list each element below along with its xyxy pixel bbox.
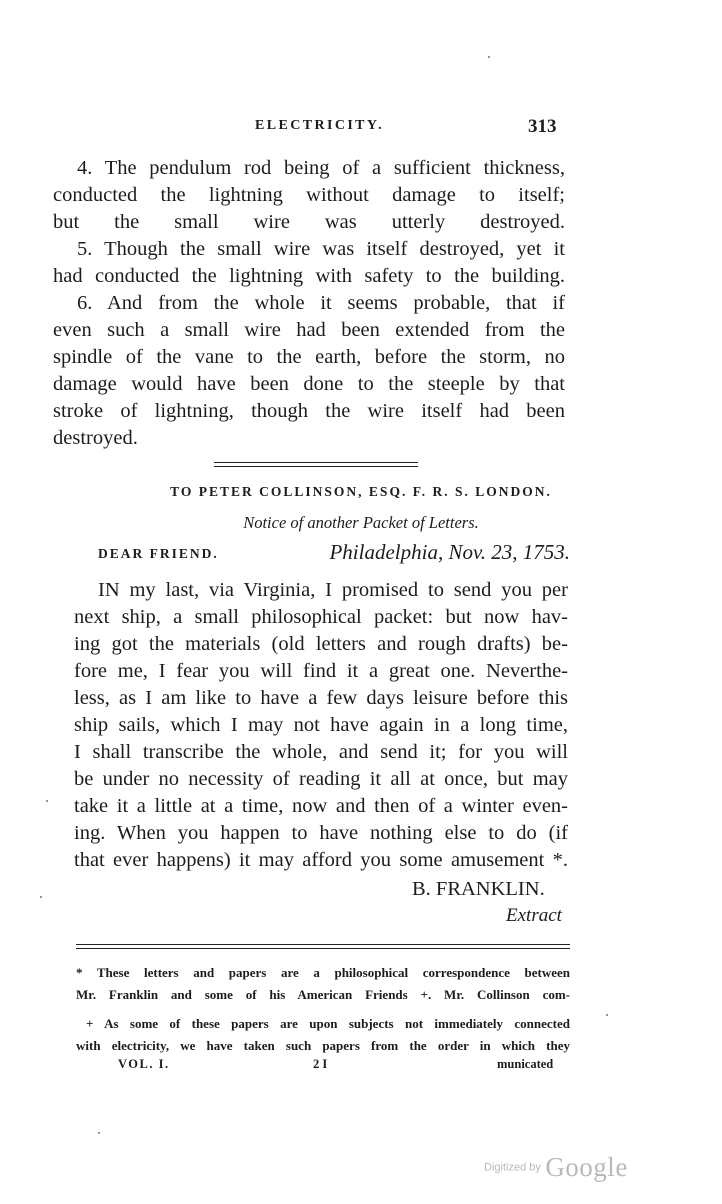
running-head-title: ELECTRICITY. bbox=[255, 118, 385, 133]
para4-line: but the small wire was utterly destroyed. bbox=[53, 211, 565, 233]
letter-line: IN my last, via Virginia, I promised to send you per bbox=[98, 579, 568, 601]
letter-line: less, as I am like to have a few days leisure before this bbox=[74, 687, 568, 709]
para6-line: damage would have been done to the steeple by that bbox=[53, 373, 565, 395]
paper-speck bbox=[40, 896, 42, 898]
volume-label: VOL. I. bbox=[118, 1057, 170, 1071]
running-head bbox=[0, 118, 722, 140]
letter-line: ship sails, which I may not have again in a long time, bbox=[74, 714, 568, 736]
experiment-conclusions bbox=[53, 155, 565, 452]
para6-line: even such a small wire had been extended from the bbox=[53, 319, 565, 341]
para6-line: stroke of lightning, though the wire itself had been bbox=[53, 400, 565, 422]
letter-line: ing got the materials (old letters and rough drafts) be- bbox=[74, 633, 568, 655]
para4-line: 4. The pendulum rod being of a sufficient thickness, bbox=[77, 157, 565, 179]
para4-line: conducted the lightning without damage to itself; bbox=[53, 184, 565, 206]
paper-speck bbox=[46, 800, 48, 802]
footnote-1 bbox=[76, 962, 570, 1006]
footnote-line: with electricity, we have taken such papers from the order in which they bbox=[76, 1038, 570, 1053]
watermark-prefix: Digitized by bbox=[484, 1161, 541, 1174]
paper-speck bbox=[98, 1132, 100, 1134]
letter-line: ing. When you happen to have nothing else to do (if bbox=[74, 822, 568, 844]
para5-line: 5. Though the small wire was itself destroyed, yet it bbox=[77, 238, 565, 260]
paper-speck bbox=[488, 56, 490, 58]
letter-line: take it a little at a time, now and then of a winter even- bbox=[74, 795, 568, 817]
watermark-brand: Google bbox=[545, 1152, 628, 1182]
letter-line: fore me, I fear you will find it a great one. Neverthe- bbox=[74, 660, 568, 682]
footnote-2 bbox=[76, 1013, 570, 1057]
para6-line: spindle of the vane to the earth, before the storm, no bbox=[53, 346, 565, 368]
para6-line: destroyed. bbox=[53, 427, 138, 449]
letter-line: next ship, a small philosophical packet: but now hav- bbox=[74, 606, 568, 628]
section-divider-rule bbox=[214, 462, 418, 463]
letter-signature: B. FRANKLIN. bbox=[412, 878, 545, 900]
para6-line: 6. And from the whole it seems probable, that if bbox=[77, 292, 565, 314]
digitized-watermark bbox=[484, 1152, 628, 1183]
footnote-rule bbox=[76, 944, 570, 945]
footnote-line: * These letters and papers are a philosophical correspondence between bbox=[76, 965, 570, 980]
letter-addressee: TO PETER COLLINSON, ESQ. F. R. S. LONDON. bbox=[170, 484, 552, 499]
letter-line: I shall transcribe the whole, and send it; for you will bbox=[74, 741, 568, 763]
page-number: 313 bbox=[528, 116, 557, 137]
letter-line: that ever happens) it may afford you some amusement *. bbox=[74, 849, 568, 871]
para5-line: had conducted the lightning with safety to the building. bbox=[53, 265, 565, 287]
signature-mark: 2 I bbox=[313, 1057, 328, 1071]
signature-line bbox=[0, 1057, 722, 1077]
footnote-line: Mr. Franklin and some of his American Friends +. Mr. Collinson com- bbox=[76, 987, 570, 1002]
footnote-catchword: municated bbox=[497, 1057, 554, 1071]
footnote-line: + As some of these papers are upon subjects not immediately connected bbox=[86, 1016, 570, 1031]
catchword: Extract bbox=[506, 905, 562, 926]
letter-subtitle: Notice of another Packet of Letters. bbox=[243, 513, 479, 532]
salutation-row bbox=[80, 540, 570, 568]
letter-body bbox=[74, 577, 568, 874]
letter-line: be under no necessity of reading it all at once, but may bbox=[74, 768, 568, 790]
salutation: DEAR FRIEND. bbox=[98, 546, 219, 561]
place-and-date: Philadelphia, Nov. 23, 1753. bbox=[329, 540, 570, 564]
paper-speck bbox=[606, 1014, 608, 1016]
